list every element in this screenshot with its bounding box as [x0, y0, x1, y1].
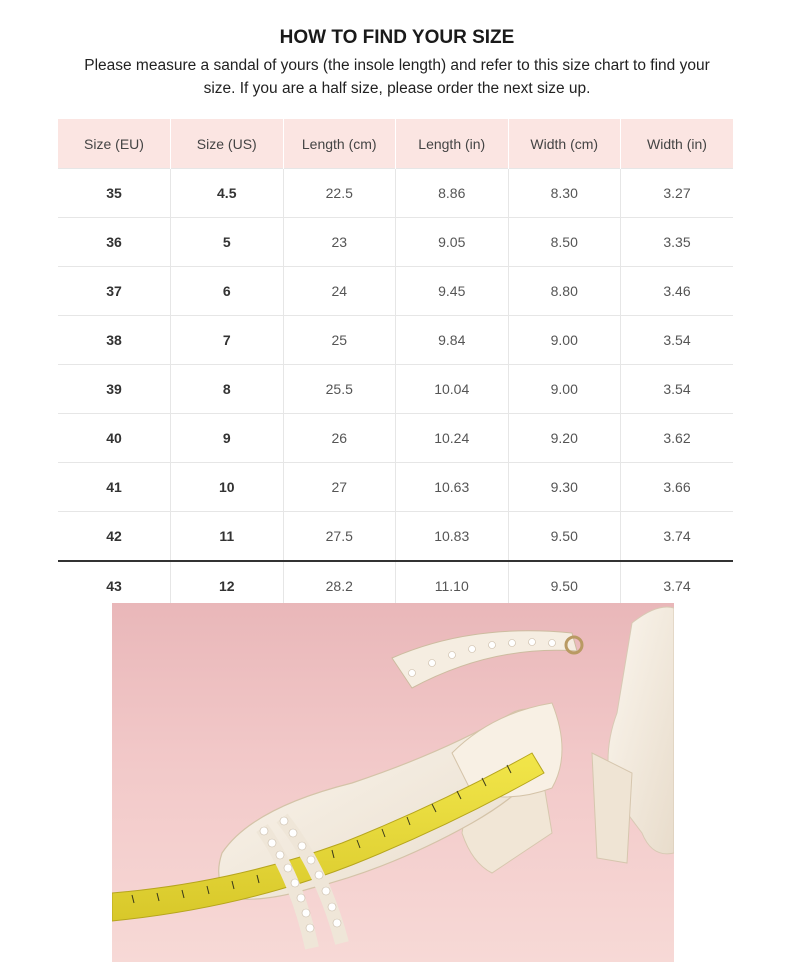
header-length-cm: Length (cm) [283, 119, 396, 169]
table-row [58, 414, 733, 463]
cell-width-in: 3.54 [621, 316, 734, 365]
table-header-row [58, 119, 733, 169]
header-width-cm: Width (cm) [508, 119, 621, 169]
cell-width-cm: 9.20 [508, 414, 621, 463]
size-chart-table [58, 119, 733, 610]
cell-width-cm: 9.50 [508, 561, 621, 610]
sandal-photo-illustration [112, 603, 674, 962]
header-size-us: Size (US) [171, 119, 284, 169]
cell-length-in: 10.04 [396, 365, 509, 414]
intro-line-2: size. If you are a half size, please order the next size up. [203, 80, 591, 97]
intro-line-1: Please measure a sandal of yours (the insole length) and refer to this size chart to find your [84, 57, 710, 74]
table-row [58, 267, 733, 316]
table-row [58, 463, 733, 512]
cell-width-cm: 9.50 [508, 512, 621, 562]
cell-width-in: 3.46 [621, 267, 734, 316]
sandal-measuring-photo [112, 603, 674, 962]
cell-length-cm: 25 [283, 316, 396, 365]
cell-size-eu: 36 [58, 218, 171, 267]
cell-width-cm: 9.00 [508, 365, 621, 414]
cell-size-eu: 42 [58, 512, 171, 562]
cell-size-us: 10 [171, 463, 284, 512]
page-title: HOW TO FIND YOUR SIZE [279, 27, 515, 48]
cell-length-cm: 27 [283, 463, 396, 512]
table-row [58, 512, 733, 562]
table-row [58, 316, 733, 365]
cell-width-cm: 9.00 [508, 316, 621, 365]
cell-length-in: 9.05 [396, 218, 509, 267]
cell-size-eu: 37 [58, 267, 171, 316]
cell-width-in: 3.74 [621, 561, 734, 610]
table-row [58, 218, 733, 267]
intro-text [40, 54, 754, 100]
cell-length-in: 11.10 [396, 561, 509, 610]
cell-size-us: 6 [171, 267, 284, 316]
cell-size-us: 9 [171, 414, 284, 463]
cell-length-cm: 24 [283, 267, 396, 316]
cell-width-cm: 9.30 [508, 463, 621, 512]
cell-length-in: 10.83 [396, 512, 509, 562]
cell-length-in: 10.24 [396, 414, 509, 463]
cell-width-in: 3.74 [621, 512, 734, 562]
cell-length-cm: 27.5 [283, 512, 396, 562]
cell-size-us: 8 [171, 365, 284, 414]
cell-width-in: 3.62 [621, 414, 734, 463]
cell-width-in: 3.27 [621, 169, 734, 218]
cell-length-cm: 23 [283, 218, 396, 267]
cell-size-us: 11 [171, 512, 284, 562]
cell-size-eu: 40 [58, 414, 171, 463]
cell-length-cm: 22.5 [283, 169, 396, 218]
cell-size-eu: 41 [58, 463, 171, 512]
table-row [58, 365, 733, 414]
cell-width-in: 3.54 [621, 365, 734, 414]
cell-size-us: 5 [171, 218, 284, 267]
cell-size-eu: 39 [58, 365, 171, 414]
cell-width-cm: 8.50 [508, 218, 621, 267]
cell-length-cm: 28.2 [283, 561, 396, 610]
cell-width-cm: 8.80 [508, 267, 621, 316]
cell-size-eu: 43 [58, 561, 171, 610]
cell-size-us: 4.5 [171, 169, 284, 218]
cell-length-cm: 25.5 [283, 365, 396, 414]
header-size-eu: Size (EU) [58, 119, 171, 169]
cell-length-cm: 26 [283, 414, 396, 463]
cell-length-in: 9.45 [396, 267, 509, 316]
cell-width-in: 3.66 [621, 463, 734, 512]
cell-length-in: 8.86 [396, 169, 509, 218]
cell-width-cm: 8.30 [508, 169, 621, 218]
header-length-in: Length (in) [396, 119, 509, 169]
cell-width-in: 3.35 [621, 218, 734, 267]
cell-length-in: 10.63 [396, 463, 509, 512]
cell-length-in: 9.84 [396, 316, 509, 365]
cell-size-us: 12 [171, 561, 284, 610]
cell-size-eu: 38 [58, 316, 171, 365]
header-width-in: Width (in) [621, 119, 734, 169]
table-row [58, 169, 733, 218]
cell-size-us: 7 [171, 316, 284, 365]
cell-size-eu: 35 [58, 169, 171, 218]
